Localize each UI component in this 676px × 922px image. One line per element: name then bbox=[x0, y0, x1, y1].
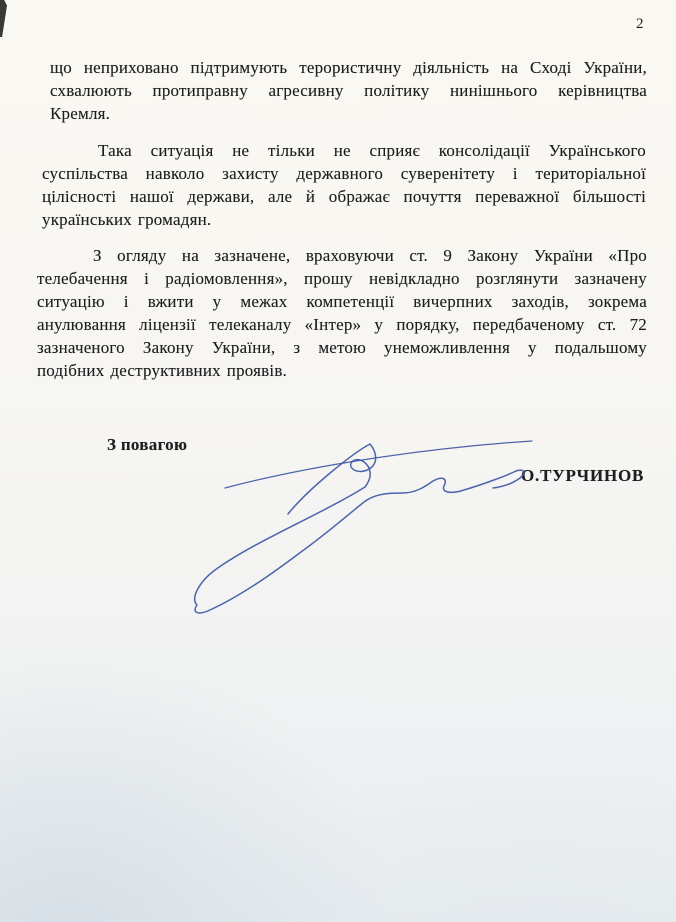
signature-main-stroke bbox=[195, 444, 524, 613]
text-line: З огляду на зазначене, враховуючи ст. 9 Закону України «Про bbox=[93, 246, 647, 265]
text-line: анулювання ліцензії телеканалу «Інтер» у порядку, передбаченому ст. 72 bbox=[37, 315, 647, 334]
closing-salutation: З повагою bbox=[107, 435, 188, 454]
text-line: подібних деструктивних проявів. bbox=[37, 361, 288, 380]
text-line: цілісності нашої держави, але й ображає почуття переважної більшості bbox=[42, 187, 646, 206]
text-line: Така ситуація не тільки не сприяє консолідації Українського bbox=[98, 141, 646, 160]
paragraph-3 bbox=[37, 244, 647, 382]
signer-name: О.ТУРЧИНОВ bbox=[521, 466, 645, 485]
text-line: зазначеного Закону України, з метою унеможливлення у подальшому bbox=[37, 338, 647, 357]
paragraph-1 bbox=[50, 56, 647, 125]
text-line: суспільства навколо захисту державного суверенітету і територіальної bbox=[42, 164, 646, 183]
scan-artifact-corner bbox=[0, 0, 7, 37]
text-line: Кремля. bbox=[50, 104, 111, 123]
text-line: ситуацію і вжити у межах компетенції вичерпних заходів, зокрема bbox=[37, 292, 647, 311]
paragraph-2 bbox=[42, 139, 646, 231]
text-line: телебачення і радіомовлення», прошу невідкладно розглянути зазначену bbox=[37, 269, 647, 288]
page-number: 2 bbox=[636, 16, 644, 32]
text-line: схвалюють протиправну агресивну політику нинішнього керівництва bbox=[50, 81, 647, 100]
text-line: українських громадян. bbox=[42, 210, 212, 229]
text-line: що неприховано підтримують терористичну діяльність на Сході України, bbox=[50, 58, 647, 77]
signature-underline-stroke bbox=[225, 441, 532, 488]
